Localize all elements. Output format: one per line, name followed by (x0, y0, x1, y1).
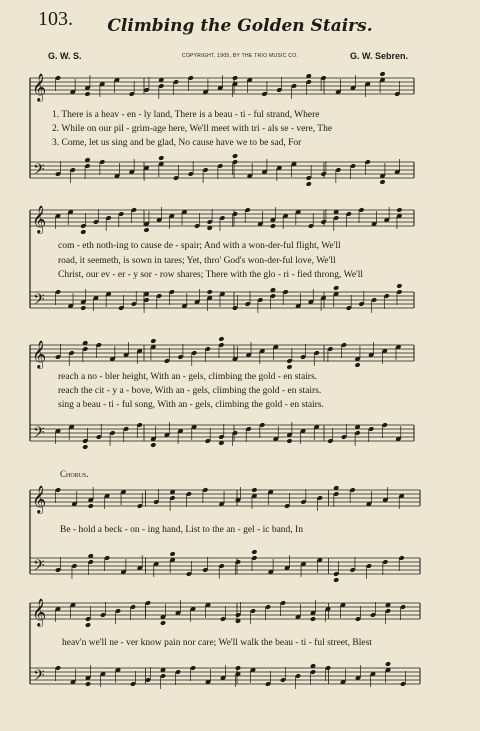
lyric-line: road, it seemeth, is sown in tares; Yet, thro' God's won-der-ful love, We'll (58, 256, 336, 266)
note-head (306, 181, 312, 187)
lyric-line: heav'n we'll ne - ver know pain nor care; We'll walk the beau - ti - ful street, Blest (62, 638, 372, 648)
lyric-line: Be - hold a beck - on - ing hand, List to the an - gel - ic band, In (60, 525, 303, 535)
note-head (333, 577, 339, 583)
note-head (396, 207, 402, 213)
note-head (80, 305, 86, 311)
note-head (232, 153, 238, 159)
note-head (379, 71, 385, 77)
lyric-line: sing a beau - ti - ful song, With an - gels, climbing the gold - en stairs. (58, 400, 324, 410)
note-head (379, 179, 385, 185)
note-head (235, 665, 241, 671)
note-head (251, 487, 257, 493)
lyric-line: com - eth noth-ing to cause de - spair; And with a won-der-ful flight, We'll (58, 241, 341, 251)
note-head (333, 285, 339, 291)
lyric-line: Christ, our ev - er - y sor - row shares; There with the glo - ri - fied throng, We'll (58, 270, 364, 280)
note-head (218, 336, 224, 342)
note-head (85, 681, 91, 687)
note-head (150, 442, 156, 448)
note-head (160, 620, 166, 626)
note-head (143, 227, 149, 233)
treble-clef: 𝄞 (32, 485, 47, 513)
treble-clef: 𝄞 (32, 598, 47, 626)
note-head (88, 503, 94, 509)
note-head (354, 362, 360, 368)
note-head (207, 289, 213, 295)
hymn-title: Climbing the Golden Stairs. (107, 16, 373, 36)
note-head (158, 155, 164, 161)
bass-clef: 𝄢 (33, 557, 45, 578)
bass-clef: 𝄢 (33, 291, 45, 312)
note-head (150, 338, 156, 344)
bass-clef: 𝄢 (33, 161, 45, 182)
note-head (82, 444, 88, 450)
treble-clef: 𝄞 (32, 340, 47, 368)
hymn-number: 103. (38, 8, 73, 30)
lyric-line: reach a no - bler height, With an - gels, climbing the gold - en stairs. (58, 372, 318, 382)
note-head (396, 283, 402, 289)
note-head (310, 616, 316, 622)
lyric-line: reach the cit - y a - bove, With an - gels, climbing the gold - en stairs. (58, 386, 322, 396)
bass-clef: 𝄢 (33, 424, 45, 445)
treble-clef: 𝄞 (32, 205, 47, 233)
note-head (85, 622, 91, 628)
note-head (251, 549, 257, 555)
words-credit: G. W. S. (48, 51, 82, 61)
music-credit: G. W. Sebren. (349, 51, 408, 61)
copyright-notice: COPYRIGHT, 1905, BY THE TRIO MUSIC CO. (181, 53, 299, 59)
note-head (80, 229, 86, 235)
note-head (232, 75, 238, 81)
lyric-line: 3. Come, let us sing and be glad, No cause have we to be sad, For (52, 138, 302, 148)
note-head (270, 223, 276, 229)
note-head (286, 438, 292, 444)
lyric-line: 1. There is a heav - en - ly land, There is a beau - ti - ful strand, Where (52, 110, 320, 120)
lyric-line: 2. While on our pil - grim-age here, We'll meet with tri - als se - vere, The (52, 124, 333, 134)
chorus-label: Chorus. (60, 469, 89, 479)
bass-clef: 𝄢 (33, 667, 45, 688)
note-head (286, 364, 292, 370)
note-head (169, 551, 175, 557)
treble-clef: 𝄞 (32, 73, 47, 101)
note-head (385, 661, 391, 667)
note-head (84, 91, 90, 97)
